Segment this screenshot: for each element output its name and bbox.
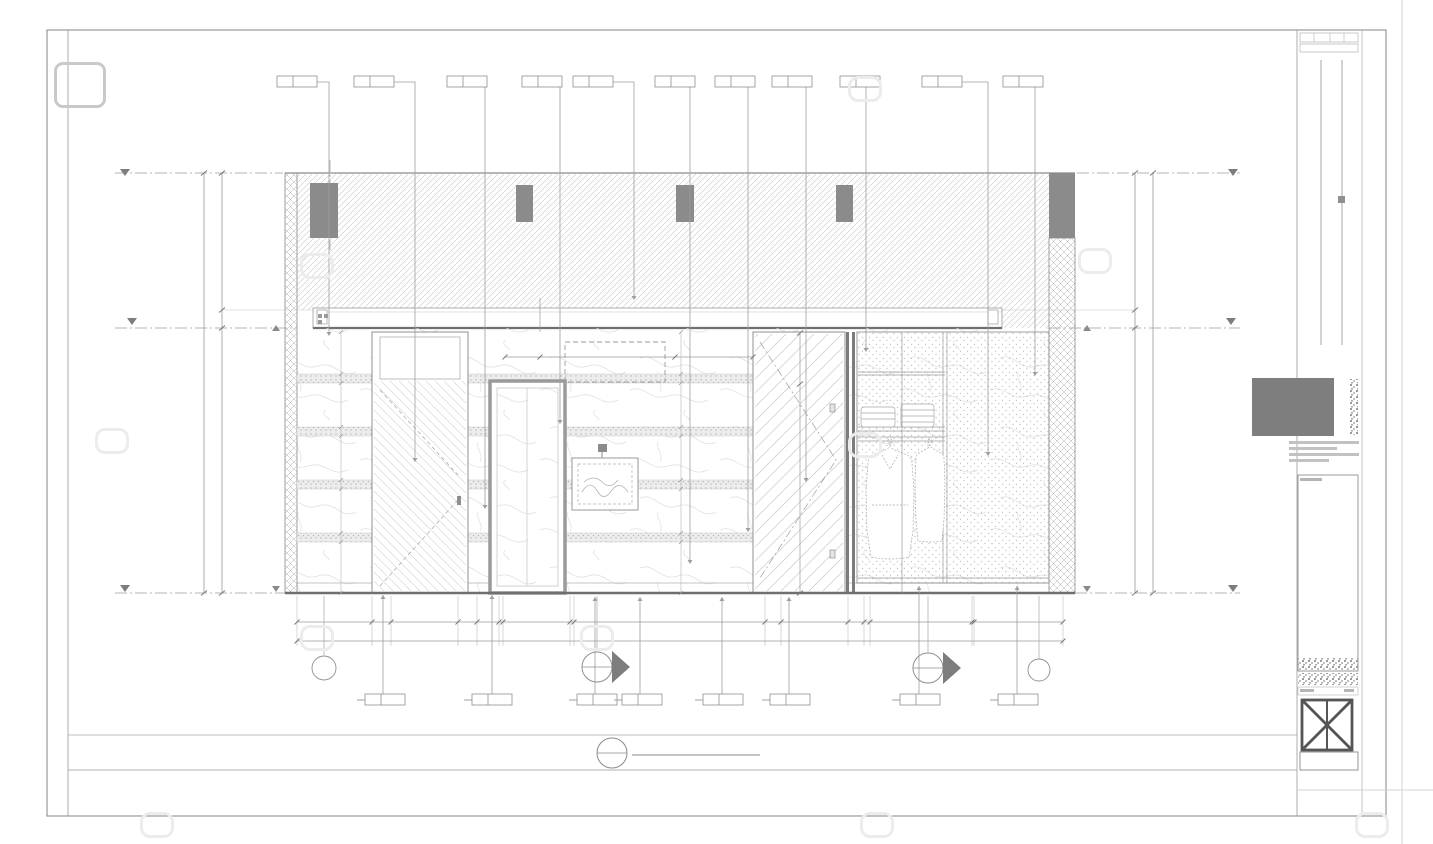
wardrobe xyxy=(857,332,1049,583)
revision-row xyxy=(1298,658,1358,670)
revision-row xyxy=(1298,673,1358,685)
ccd-logo xyxy=(1252,378,1334,436)
curtain-pelmet xyxy=(313,308,1002,328)
wall-section-right xyxy=(1049,238,1075,593)
mirror-door xyxy=(372,332,468,593)
mosaic-framed-door xyxy=(490,381,565,593)
glass-door xyxy=(753,332,855,593)
wall-section-left xyxy=(285,173,297,593)
door-handle xyxy=(830,404,835,412)
door-handle xyxy=(457,496,461,505)
ceiling-hatch xyxy=(297,173,1049,310)
hanging-robes xyxy=(866,439,945,559)
